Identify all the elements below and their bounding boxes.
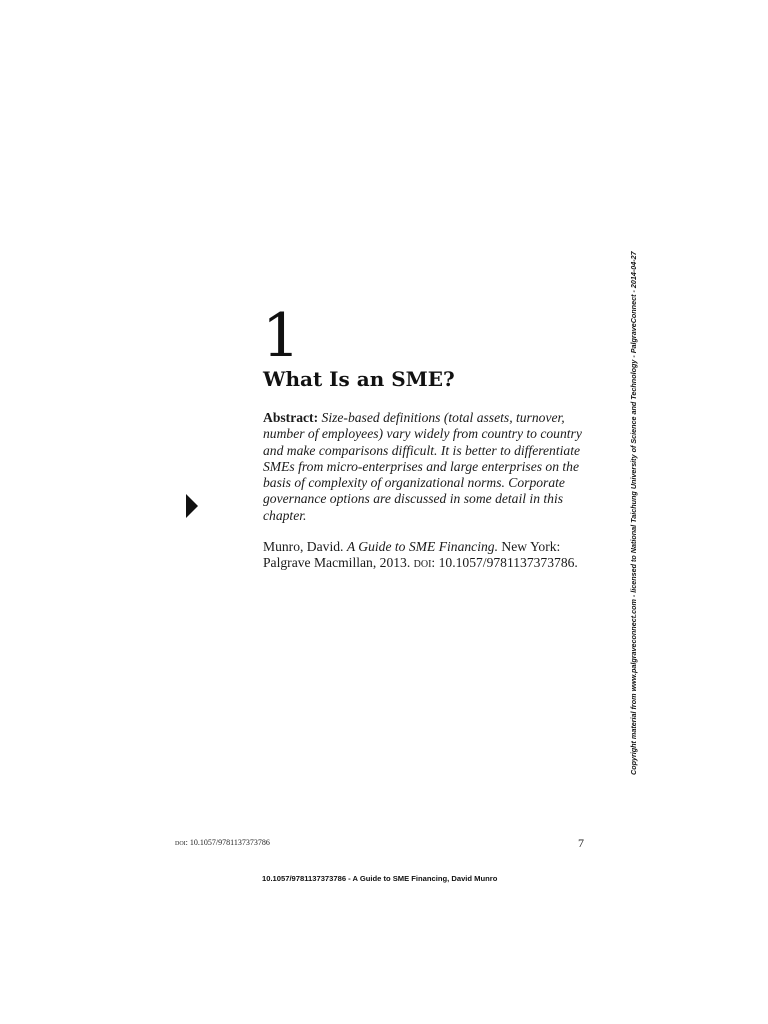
page-number: 7 — [578, 836, 584, 850]
chapter-number: 1 — [262, 301, 301, 371]
source-line: 10.1057/9781137373786 - A Guide to SME Financing, David Munro — [262, 874, 498, 883]
side-copyright-text: Copyright material from www.palgraveconnect.com - licensed to National Taichung University of Science and Technology - PalgraveConnect - 2014-04-27 — [629, 251, 638, 775]
citation-publisher: New York: Palgrave Macmillan, 2013. — [263, 539, 561, 571]
footer-doi-label: doi: — [175, 838, 188, 847]
play-arrow-right-icon[interactable] — [186, 494, 198, 518]
abstract-text: Size-based definitions (total assets, turnover, number of employees) vary widely from country to country and make comparisons difficult. It is better to differentiate SMEs from micro-enterprises and large enterprises on the basis of complexity of organizational norms. Corporate governance options are discussed in some detail in this chapter. — [263, 410, 582, 523]
footer-doi-value: 10.1057/9781137373786 — [189, 838, 270, 847]
citation-author: Munro, David. — [263, 539, 344, 554]
footer-doi — [175, 838, 270, 848]
abstract-label: Abstract: — [263, 410, 319, 425]
citation-doi-label: doi: — [413, 555, 436, 571]
abstract — [263, 410, 598, 524]
citation-book-title: A Guide to SME Financing. — [346, 539, 498, 554]
citation-doi-value: 10.1057/9781137373786. — [438, 555, 578, 571]
citation — [263, 539, 598, 572]
chapter-title: What Is an SME? — [263, 367, 455, 391]
